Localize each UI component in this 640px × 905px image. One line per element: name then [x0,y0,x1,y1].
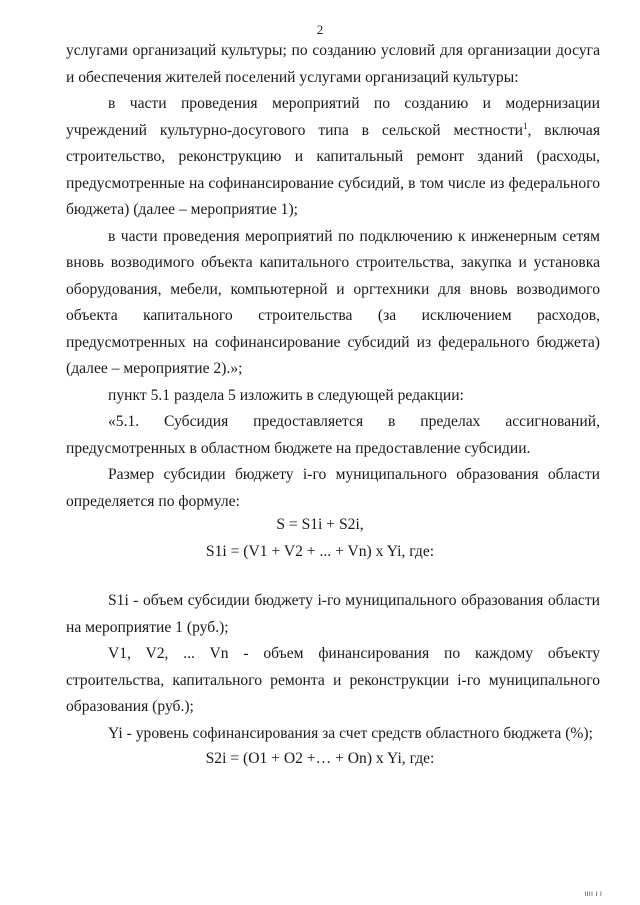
formula-s1i: S1i = (V1 + V2 + ... + Vn) x Yi, где: [205,543,435,560]
paragraph-2 [66,91,600,224]
paragraph-6: Размер субсидии бюджету i-го муниципального образования области определяется по формуле: [66,466,600,510]
definitions [66,588,600,747]
corner-scan-mark: ıııı ı ı [584,889,602,898]
page-number: 2 [316,22,324,37]
definition-v: V1, V2, ... Vn - объем финансирования по каждому объекту строительства, капитального ремонта и реконструкции i-го муниципального образования (руб.); [66,645,600,715]
definition-yi: Yi - уровень софинансирования за счет средств областного бюджета (%); [108,724,593,742]
paragraph-2-start: в части проведения мероприятий по созданию и модернизации учреждений культурно-досугового типа в сельской местности [66,95,600,139]
formula-s-total: S = S1i + S2i, [276,516,364,533]
footnote-mark: 1 [523,120,528,131]
paragraph-4: пункт 5.1 раздела 5 изложить в следующей редакции: [108,386,464,404]
body-text [66,38,600,515]
formula-s2i: S2i = (O1 + O2 +… + On) x Yi, где: [205,750,435,767]
paragraph-3: в части проведения мероприятий по подключению к инженерным сетям вновь возводимого объекта капитального строительства, закупка и установка оборудования, мебели, компьютерной и оргтехники для вновь возводимого объекта капитального строительства (за исключением расходов, предусмотренных на софинансирование субсидий из федерального бюджета) (далее – мероприятие 2).»; [66,227,600,377]
paragraph-1: услугами организаций культуры; по созданию условий для организации досуга и обеспечения жителей поселений услугами организаций культуры: [66,42,600,86]
definition-s1i: S1i - объем субсидии бюджету i-го муниципального образования области на мероприятие 1 (руб.); [66,592,600,636]
paragraph-2-tail: , включая строительство, [66,121,600,165]
paragraph-5: «5.1. Субсидия предоставляется в пределах ассигнований, предусмотренных в областном бюджете на предоставление субсидии. [66,413,600,457]
paragraph-2-rest: реконструкцию и капитальный ремонт зданий (расходы, предусмотренные на софинансирование субсидий, в том числе из федерального бюджета) (далее – мероприятие 1); [66,148,600,218]
